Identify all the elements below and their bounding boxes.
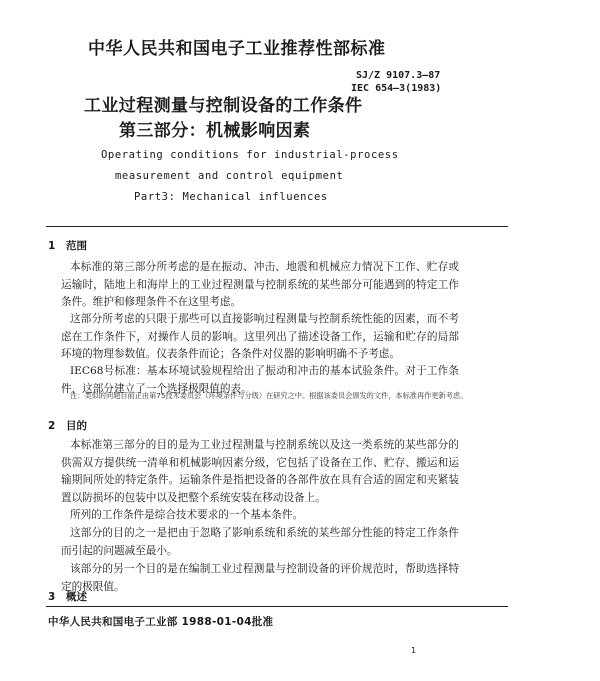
document-title: 工业过程测量与控制设备的工作条件 xyxy=(84,96,363,116)
english-title-line-1: Operating conditions for industrial-process xyxy=(101,149,399,161)
english-title-line-3: Part3: Mechanical influences xyxy=(134,191,328,203)
paragraph: 本标准第三部分的目的是为工业过程测量与控制系统以及这一类系统的某些部分的供需双方提供统一清单和机械影响因素分级，它包括了设备在工作、贮存、搬运和运输期间所处的特定条件。运输条件是指把设备的各部件放在具有合适的固定和夹紧装置以防损坏的包装中以及把整个系统安装在移动设备上。 xyxy=(61,439,459,504)
section-title: 范围 xyxy=(66,240,87,252)
paragraph: 本标准的第三部分所考虑的是在振动、冲击、地震和机械应力情况下工作、贮存或运输时，陆地上和海岸上的工业过程测量与控制系统的某些部分可能遇到的特定工作条件。维护和修理条件不在这里考虑。 xyxy=(61,261,459,309)
document-subtitle: 第三部分：机械影响因素 xyxy=(119,121,311,141)
section-heading-overview xyxy=(48,589,87,604)
top-divider xyxy=(46,226,508,227)
standard-number: SJ/Z 9107.3—87 xyxy=(356,70,441,81)
paragraph: 该部分的另一个目的是在编制工业过程测量与控制设备的评价规范时，帮助选择特定的极限值。 xyxy=(61,563,459,593)
bottom-divider xyxy=(46,606,508,607)
paragraph: 所列的工作条件是综合技术要求的一个基本条件。 xyxy=(70,509,304,521)
issuer-header: 中华人民共和国电子工业推荐性部标准 xyxy=(88,39,386,59)
section-number: 2 xyxy=(48,420,56,432)
page-number: 1 xyxy=(411,646,417,655)
english-title-line-2: measurement and control equipment xyxy=(115,170,344,182)
footnote: 注：类似的问题目前正由第75技术委员会（环境条件与分级）在研究之中。根据该委员会颁发的文件，本标准再作更新考虑。 xyxy=(70,391,468,400)
section-title: 目的 xyxy=(66,420,87,432)
paragraph: IEC68号标准：基本环境试验规程给出了振动和冲击的基本试验条件。对于工作条件，这部分建立了一个选择极限值的表。 xyxy=(61,365,459,395)
paragraph: 这部分所考虑的只限于那些可以直接影响过程测量与控制系统性能的因素，而不考虑在工作条件下，对操作人员的影响。这里列出了描述设备工作，运输和贮存的局部环境的物理参数值。仪表条件而论；各条件对仪器的影响明确不予考虑。 xyxy=(61,313,459,361)
paragraph: 这部分的目的之一是把由于忽略了影响系统和系统的某些部分性能的特定工作条件而引起的问题减至最小。 xyxy=(61,527,459,557)
section-heading-scope xyxy=(48,238,87,253)
section-title: 概述 xyxy=(66,591,87,603)
section-number: 3 xyxy=(48,591,56,603)
section-heading-purpose xyxy=(48,418,87,433)
section-number: 1 xyxy=(48,240,56,252)
iec-reference: IEC 654—3(1983) xyxy=(351,83,442,94)
approval-line: 中华人民共和国电子工业部 1988-01-04批准 xyxy=(48,616,274,628)
